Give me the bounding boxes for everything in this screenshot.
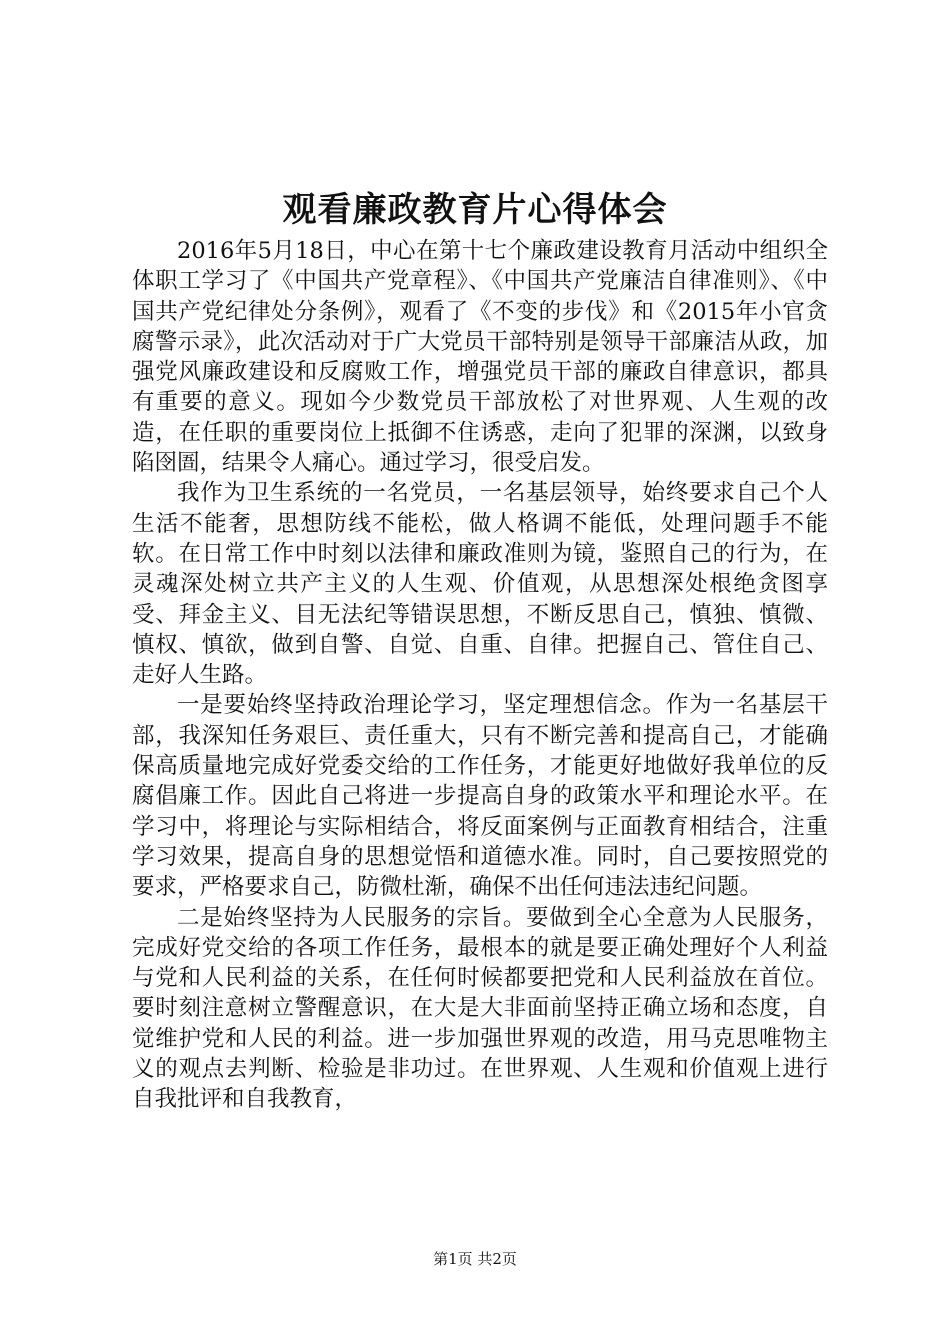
page-number-footer: 第1页 共2页 — [433, 1250, 517, 1268]
document-body — [132, 236, 828, 1115]
paragraph-2: 我作为卫生系统的一名党员，一名基层领导，始终要求自己个人生活不能奢，思想防线不能松，做人格调不能低，处理问题手不能软。在日常工作中时刻以法律和廉政准则为镜，鉴照自己的行为，在灵魂深处树立共产主义的人生观、价值观，从思想深处根绝贪图享受、拜金主义、目无法纪等错误思想，不断反思自己，慎独、慎微、慎权、慎欲，做到自警、自觉、自重、自律。把握自己、管住自己、走好人生路。 — [132, 480, 828, 689]
paragraph-3: 一是要始终坚持政治理论学习，坚定理想信念。作为一名基层干部，我深知任务艰巨、责任重大，只有不断完善和提高自己，才能确保高质量地完成好党委交给的工作任务，才能更好地做好我单位的反腐倡廉工作。因此自己将进一步提高自身的政策水平和理论水平。在学习中，将理论与实际相结合，将反面案例与正面教育相结合，注重学习效果，提高自身的思想觉悟和道德水准。同时，自己要按照党的要求，严格要求自己，防微杜渐，确保不出任何违法违纪问题。 — [132, 692, 828, 901]
paragraph-1: 2016年5月18日，中心在第十七个廉政建设教育月活动中组织全体职工学习了《中国共产党章程》、《中国共产党廉洁自律准则》、《中国共产党纪律处分条例》，观看了《不变的步伐》和《2015年小官贪腐警示录》，此次活动对于广大党员干部特别是领导干部廉洁从政，加强党风廉政建设和反腐败工作，增强党员干部的廉政自律意识，都具有重要的意义。现如今少数党员干部放松了对世界观、人生观的改造，在任职的重要岗位上抵御不住诱惑，走向了犯罪的深渊，以致身陷囹圄，结果令人痛心。通过学习，很受启发。 — [132, 238, 828, 477]
paragraph-4: 二是始终坚持为人民服务的宗旨。要做到全心全意为人民服务，完成好党交给的各项工作任务，最根本的就是要正确处理好个人利益与党和人民利益的关系，在任何时候都要把党和人民利益放在首位。要时刻注意树立警醒意识，在大是大非面前坚持正确立场和态度，自觉维护党和人民的利益。进一步加强世界观的改造，用马克思唯物主义的观点去判断、检验是非功过。在世界观、人生观和价值观上进行自我批评和自我教育， — [132, 904, 828, 1113]
document-title: 观看廉政教育片心得体会 — [282, 190, 668, 230]
